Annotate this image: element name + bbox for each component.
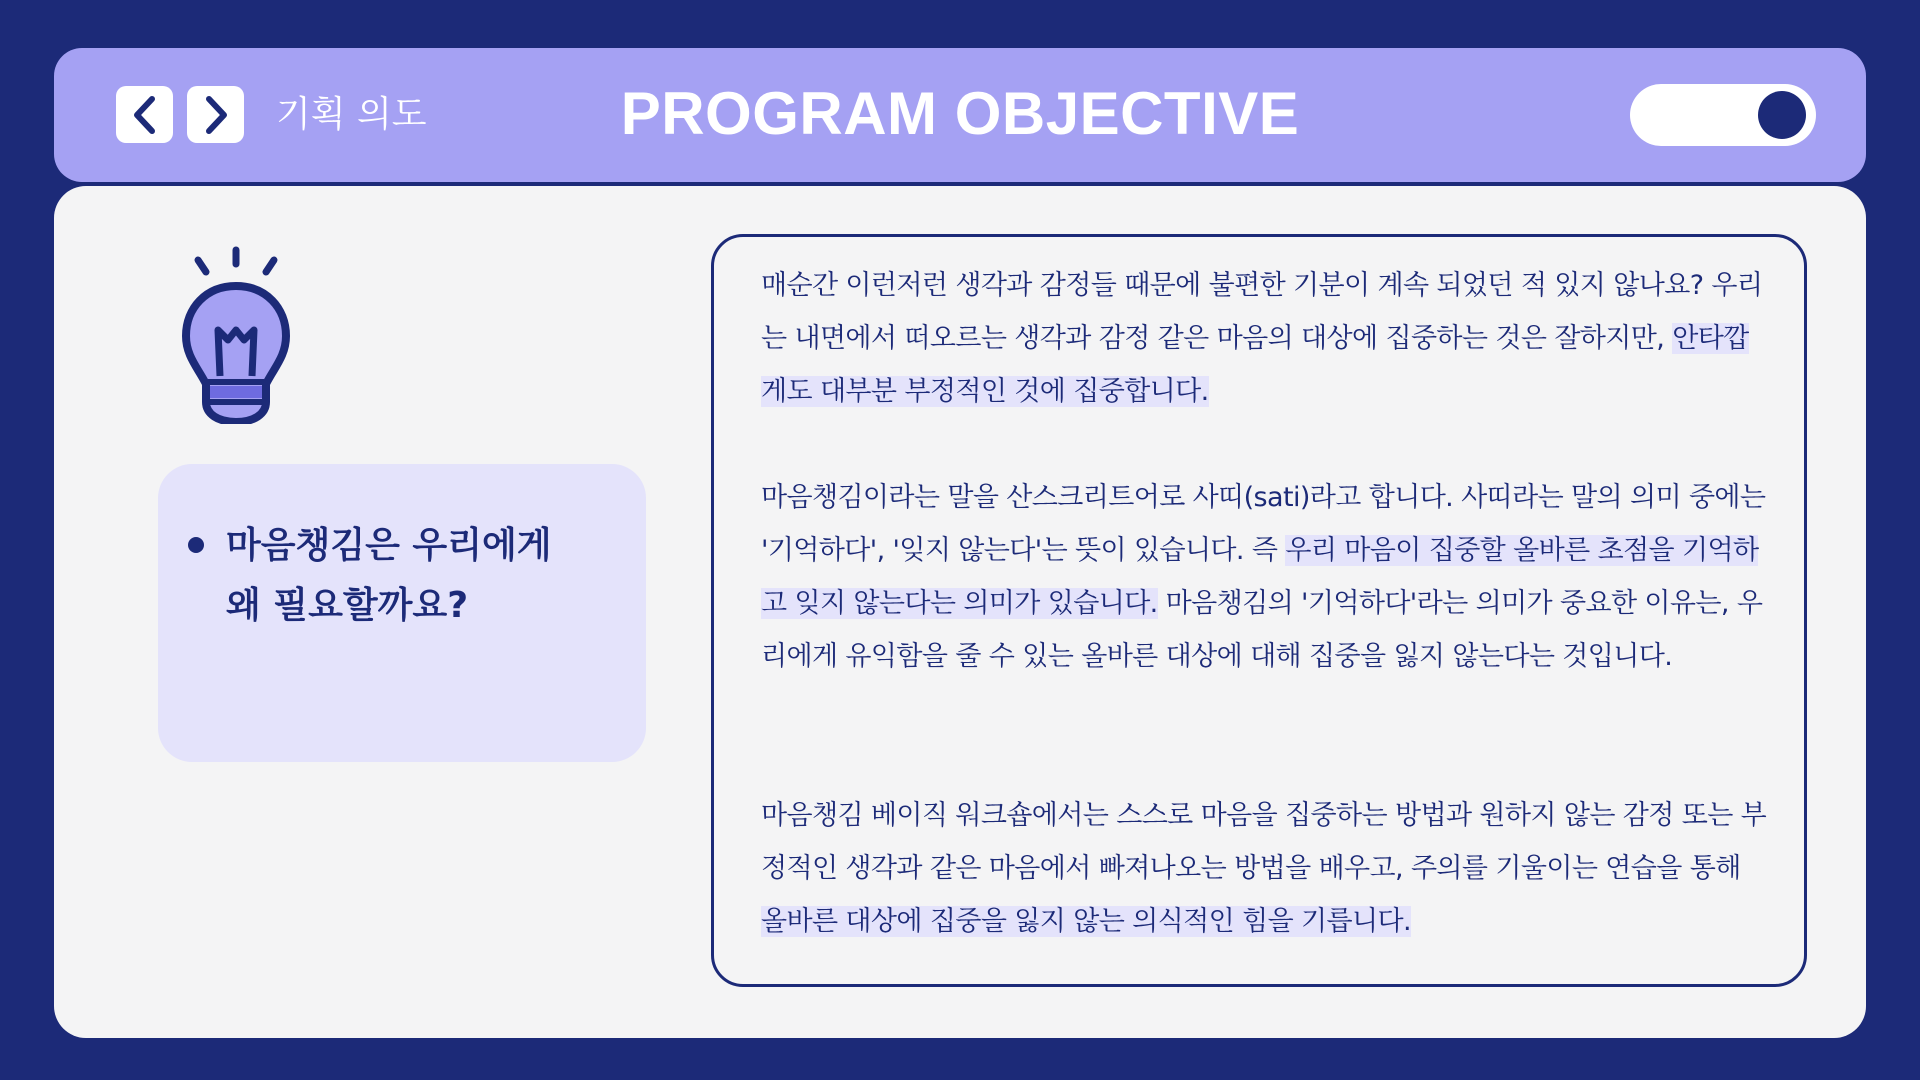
question-line-1: 마음챙김은 우리에게: [226, 525, 552, 566]
lightbulb-icon: [166, 244, 306, 424]
paragraph-3: [761, 789, 1771, 948]
highlighted-text: 올바른 대상에 집중을 잃지 않는 의식적인 힘을 기릅니다.: [761, 906, 1411, 937]
bullet-icon: [188, 537, 204, 553]
toggle-knob: [1758, 91, 1806, 139]
toggle-switch[interactable]: [1630, 84, 1816, 146]
question-text: [226, 516, 626, 636]
content-panel: [54, 186, 1866, 1038]
paragraph-text: 마음챙김 베이직 워크숍에서는 스스로 마음을 집중하는 방법과 원하지 않는 감정 또는 부정적인 생각과 같은 마음에서 빠져나오는 방법을 배우고, 주의를 기울이는 연습을 통해: [761, 800, 1767, 884]
paragraph-tail: 마음챙김의 '기억하다'라는 의미가 중요한 이유는, 우리에게 유익함을 줄 수 있는 올바른 대상에 대해 집중을 잃지 않는다는 것입니다.: [761, 588, 1763, 672]
question-card: [158, 464, 646, 762]
paragraph-text: 마음챙김이라는 말을 산스크리트어로 사띠(sati)라고 합니다. 사띠라는 말의 의미 중에는 '기억하다', '잊지 않는다'는 뜻이 있습니다. 즉: [761, 482, 1766, 566]
section-subtitle: 기획 의도: [276, 94, 427, 135]
description-box: [711, 234, 1807, 987]
page-title: PROGRAM OBJECTIVE: [620, 80, 1300, 147]
question-line-2: 왜 필요할까요?: [226, 585, 469, 626]
highlighted-text: 안타깝게도 대부분 부정적인 것에 집중합니다.: [761, 323, 1749, 407]
highlighted-text: 우리 마음이 집중할 올바른 초점을 기억하고 잊지 않는다는 의미가 있습니다.: [761, 535, 1759, 619]
paragraph-2: [761, 471, 1771, 683]
paragraph-1: [761, 259, 1771, 418]
header-bar: [54, 48, 1866, 182]
paragraph-text: 매순간 이런저런 생각과 감정들 때문에 불편한 기분이 계속 되었던 적 있지 않나요? 우리는 내면에서 떠오르는 생각과 감정 같은 마음의 대상에 집중하는 것은 잘하지만,: [761, 270, 1763, 354]
